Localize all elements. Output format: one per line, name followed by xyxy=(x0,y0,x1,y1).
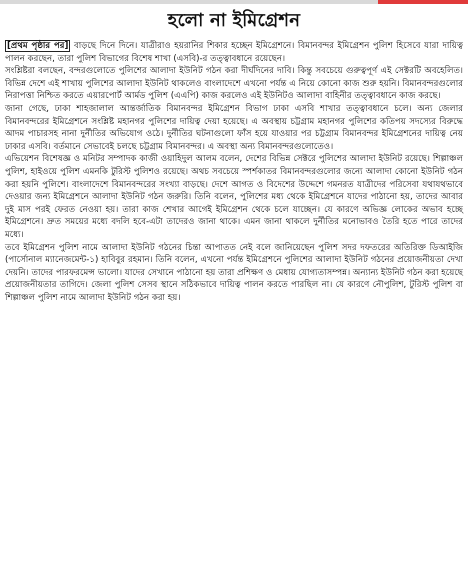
article-paragraph xyxy=(5,40,463,65)
article-paragraph: এভিয়েশন বিশেষজ্ঞ ও মনিটর সম্পাদক কাজী ওয়াহিদুল আলম বলেন, দেশের বিভিন্ন সেক্টরে পুলিশের আলাদা ইউনিট রয়েছে। শিল্পাঞ্চল পুলিশ, হাইওয়ে পুলিশ এমনকি টুরিস্ট পুলিশও রয়েছে। অথচ সবচেয়ে স্পর্শকাতর বিমানবন্দরগুলোর জন্যে আলাদা কোনো ইউনিট গঠন করা হয়নি পুলিশে। বাংলাদেশে বিমানবন্দরের সংখ্যা বাড়ছে। দেশে আগত ও বিদেশের উদ্দেশে গমনরত যাত্রীদের পরিসেবা যথাযথভাবে দেওয়ার জন্য ইমিগ্রেশনে আলাদা ইউনিট গঠন জরুরি। তিনি বলেন, পুলিশের মধ্য থেকে ইমিগ্রেশনে যাদের পাঠানো হয়, তাদের আবার দুই মাস পরই ফেরত নেওয়া হয়। তারা কাজ শেখার আগেই ইমিগ্রেশন থেকে চলে যাচ্ছেন। যে কারণে অভিজ্ঞ লোকের অভাব হচ্ছে ইমিগ্রেশনে। দ্রুত সময়ের মধ্যে বদলি হবে-এটা তাদেরও জানা থাকে। এমন জানা থাকলে দুর্নীতির মনোভাবও তৈরি হতে পারে তাদের মধ্যে। xyxy=(5,154,463,240)
continuation-label: [প্রথম পৃষ্ঠার পর] xyxy=(7,41,69,51)
top-rule-accent xyxy=(378,0,468,4)
article-headline: হলো না ইমিগ্রেশন xyxy=(167,10,301,31)
paragraph-text: বাড়ছে দিনে দিনে। যাত্রীরাও হয়রানির শিকার হচ্ছেন ইমিগ্রেশনে। বিমানবন্দর ইমিগ্রেশন পুলিশ হিসেবে যারা দায়িত্ব পালন করছেন, তারা পুলিশ বিভাগের বিশেষ শাখা (এসবি)-র তত্ত্বাবধানে রয়েছেন। xyxy=(5,41,463,64)
article-body xyxy=(5,40,463,304)
top-rule xyxy=(0,0,468,4)
article-paragraph: সংশ্লিষ্টরা বলছেন, বন্দরগুলোতে পুলিশের আলাদা ইউনিট গঠন করা দীর্ঘদিনের দাবি। কিন্তু সবচেয়ে গুরুত্বপূর্ণ এই সেক্টরটি অবহেলিত। বিভিন্ন দেশে এই শাখায় পুলিশের আলাদা ইউনিট থাকলেও বাংলাদেশে এখনো পর্যন্ত এ নিয়ে কোনো কাজ শুরু হয়নি। বিমানবন্দরগুলোর নিরাপত্তা নিশ্চিত করতে এয়ারপোর্ট আর্মড পুলিশ (এএপি) কাজ করলেও এই ইউনিটও আলাদা বাহিনীর তত্ত্বাবধানে কাজ করছে। xyxy=(5,66,463,102)
article-paragraph: তবে ইমিগ্রেশন পুলিশ নামে আলাদা ইউনিট গঠনের চিন্তা আপাতত নেই বলে জানিয়েছেন পুলিশ সদর দফতরের অতিরিক্ত ডিআইজি (পার্সোনাল ম্যানেজমেন্ট-১) হাবিবুর রহমান। তিনি বলেন, এখনো পর্যন্ত ইমিগ্রেশনে পুলিশের আলাদা ইউনিট গঠনের প্রয়োজনীয়তা দেখা দেয়নি। তাদের পারফরমেন্স ভালো। যাদের সেখানে পাঠানো হয় তারা প্রশিক্ষণ ও মেধায় যোগ্যতাসম্পন্ন। অন্যান্য ইউনিট গঠন করা হয়েছে প্রয়োজনীয়তার তাগিদে। জেলা পুলিশ সেসব স্থানে সঠিকভাবে দায়িত্ব পালন করতে পারছিল না। যে কারণে নৌপুলিশ, টুরিস্ট পুলিশ বা শিল্পাঞ্চল পুলিশ নামে আলাদা ইউনিট গঠন করা হয়। xyxy=(5,242,463,303)
article-paragraph: জানা গেছে, ঢাকা শাহজালাল আন্তর্জাতিক বিমানবন্দর ইমিগ্রেশন বিভাগ ঢাকা এসবি শাখার তত্ত্বাবধানে চলে। অন্য জেলার বিমানবন্দরের ইমিগ্রেশনে সংশ্লিষ্ট মহানগর পুলিশের দায়িত্ব দেয়া হয়েছে। এ অবস্থায় চট্টগ্রাম মহানগর পুলিশের কতিপয় সদস্যের বিরুদ্ধে আদম পাচারসহ নানা দুর্নীতির অভিযোগ ওঠে। দুর্নীতির ঘটনাগুলো ফাঁস হয়ে যাওয়ার পর চট্টগ্রাম বিমানবন্দর ইমিগ্রেশনের দায়িত্ব নেয় ঢাকার এসবি। বর্তমানে সেভাবেই চলছে চট্টগ্রাম বিমানবন্দর। এ অবস্থা অন্য বিমানবন্দরগুলোতেও। xyxy=(5,103,463,152)
